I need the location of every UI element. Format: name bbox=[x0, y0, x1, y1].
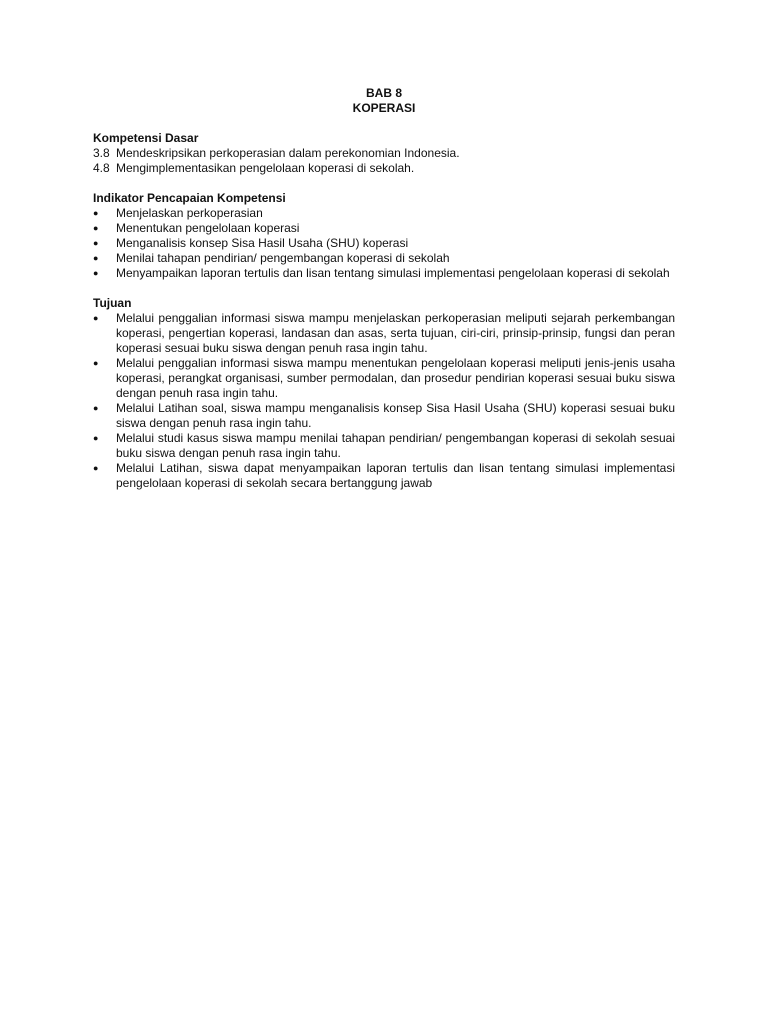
list-item-text: Menganalisis konsep Sisa Hasil Usaha (SHU) koperasi bbox=[116, 236, 409, 250]
list-item-text: Melalui Latihan, siswa dapat menyampaikan laporan tertulis dan lisan tentang simulasi implementasi pengelolaan koperasi di sekolah secara bertanggung jawab bbox=[116, 461, 675, 490]
tujuan-heading: Tujuan bbox=[93, 296, 132, 310]
list-item-text: Menilai tahapan pendirian/ pengembangan koperasi di sekolah bbox=[116, 251, 450, 265]
list-item-text: Menjelaskan perkoperasian bbox=[116, 206, 263, 220]
list-item bbox=[93, 461, 675, 491]
list-item-text: Melalui penggalian informasi siswa mampu menentukan pengelolaan koperasi meliputi jenis-jenis usaha koperasi, perangkat organisasi, sumber permodalan, dan prosedur pendirian koperasi sesuai buku siswa dengan penuh rasa ingin tahu. bbox=[116, 356, 675, 400]
kompetensi-dasar-item bbox=[93, 146, 675, 161]
indikator-list bbox=[93, 206, 675, 281]
bullet-icon: ● bbox=[93, 358, 99, 368]
list-item bbox=[93, 311, 675, 356]
list-item bbox=[93, 401, 675, 431]
indikator-heading: Indikator Pencapaian Kompetensi bbox=[93, 191, 286, 205]
list-item-text: Melalui penggalian informasi siswa mampu menjelaskan perkoperasian meliputi sejarah perkembangan koperasi, pengertian koperasi, landasan dan asas, serta tujuan, ciri-ciri, prinsip-prinsip, fungsi dan peran koperasi sesuai buku siswa dengan penuh rasa ingin tahu. bbox=[116, 311, 675, 355]
tujuan-list bbox=[93, 311, 675, 491]
kompetensi-dasar-item bbox=[93, 161, 675, 176]
bullet-icon: ● bbox=[93, 433, 99, 443]
bullet-icon: ● bbox=[93, 313, 99, 323]
bullet-icon: ● bbox=[93, 253, 99, 263]
kompetensi-dasar-text: Mendeskripsikan perkoperasian dalam perekonomian Indonesia. bbox=[116, 146, 460, 160]
kompetensi-dasar-section bbox=[93, 131, 675, 176]
chapter-number: BAB 8 bbox=[365, 86, 402, 100]
bullet-icon: ● bbox=[93, 223, 99, 233]
bullet-icon: ● bbox=[93, 238, 99, 248]
kompetensi-dasar-text: Mengimplementasikan pengelolaan koperasi di sekolah. bbox=[116, 161, 415, 175]
list-item bbox=[93, 221, 675, 236]
list-item bbox=[93, 266, 675, 281]
document-content bbox=[93, 86, 675, 491]
list-item bbox=[93, 206, 675, 221]
kompetensi-dasar-number: 3.8 bbox=[93, 146, 110, 160]
list-item bbox=[93, 431, 675, 461]
list-item-text: Menyampaikan laporan tertulis dan lisan tentang simulasi implementasi pengelolaan koperasi di sekolah bbox=[116, 266, 670, 280]
bullet-icon: ● bbox=[93, 208, 99, 218]
list-item bbox=[93, 356, 675, 401]
list-item-text: Menentukan pengelolaan koperasi bbox=[116, 221, 300, 235]
indikator-section bbox=[93, 191, 675, 281]
chapter-title: KOPERASI bbox=[352, 101, 416, 115]
list-item-text: Melalui studi kasus siswa mampu menilai tahapan pendirian/ pengembangan koperasi di sekolah sesuai buku siswa dengan penuh rasa ingin tahu. bbox=[116, 431, 675, 460]
bullet-icon: ● bbox=[93, 268, 99, 278]
list-item-text: Melalui Latihan soal, siswa mampu menganalisis konsep Sisa Hasil Usaha (SHU) koperasi sesuai buku siswa dengan penuh rasa ingin tahu. bbox=[116, 401, 675, 430]
kompetensi-dasar-heading: Kompetensi Dasar bbox=[93, 131, 199, 145]
bullet-icon: ● bbox=[93, 403, 99, 413]
list-item bbox=[93, 236, 675, 251]
bullet-icon: ● bbox=[93, 463, 99, 473]
list-item bbox=[93, 251, 675, 266]
kompetensi-dasar-number: 4.8 bbox=[93, 161, 110, 175]
tujuan-section bbox=[93, 296, 675, 491]
